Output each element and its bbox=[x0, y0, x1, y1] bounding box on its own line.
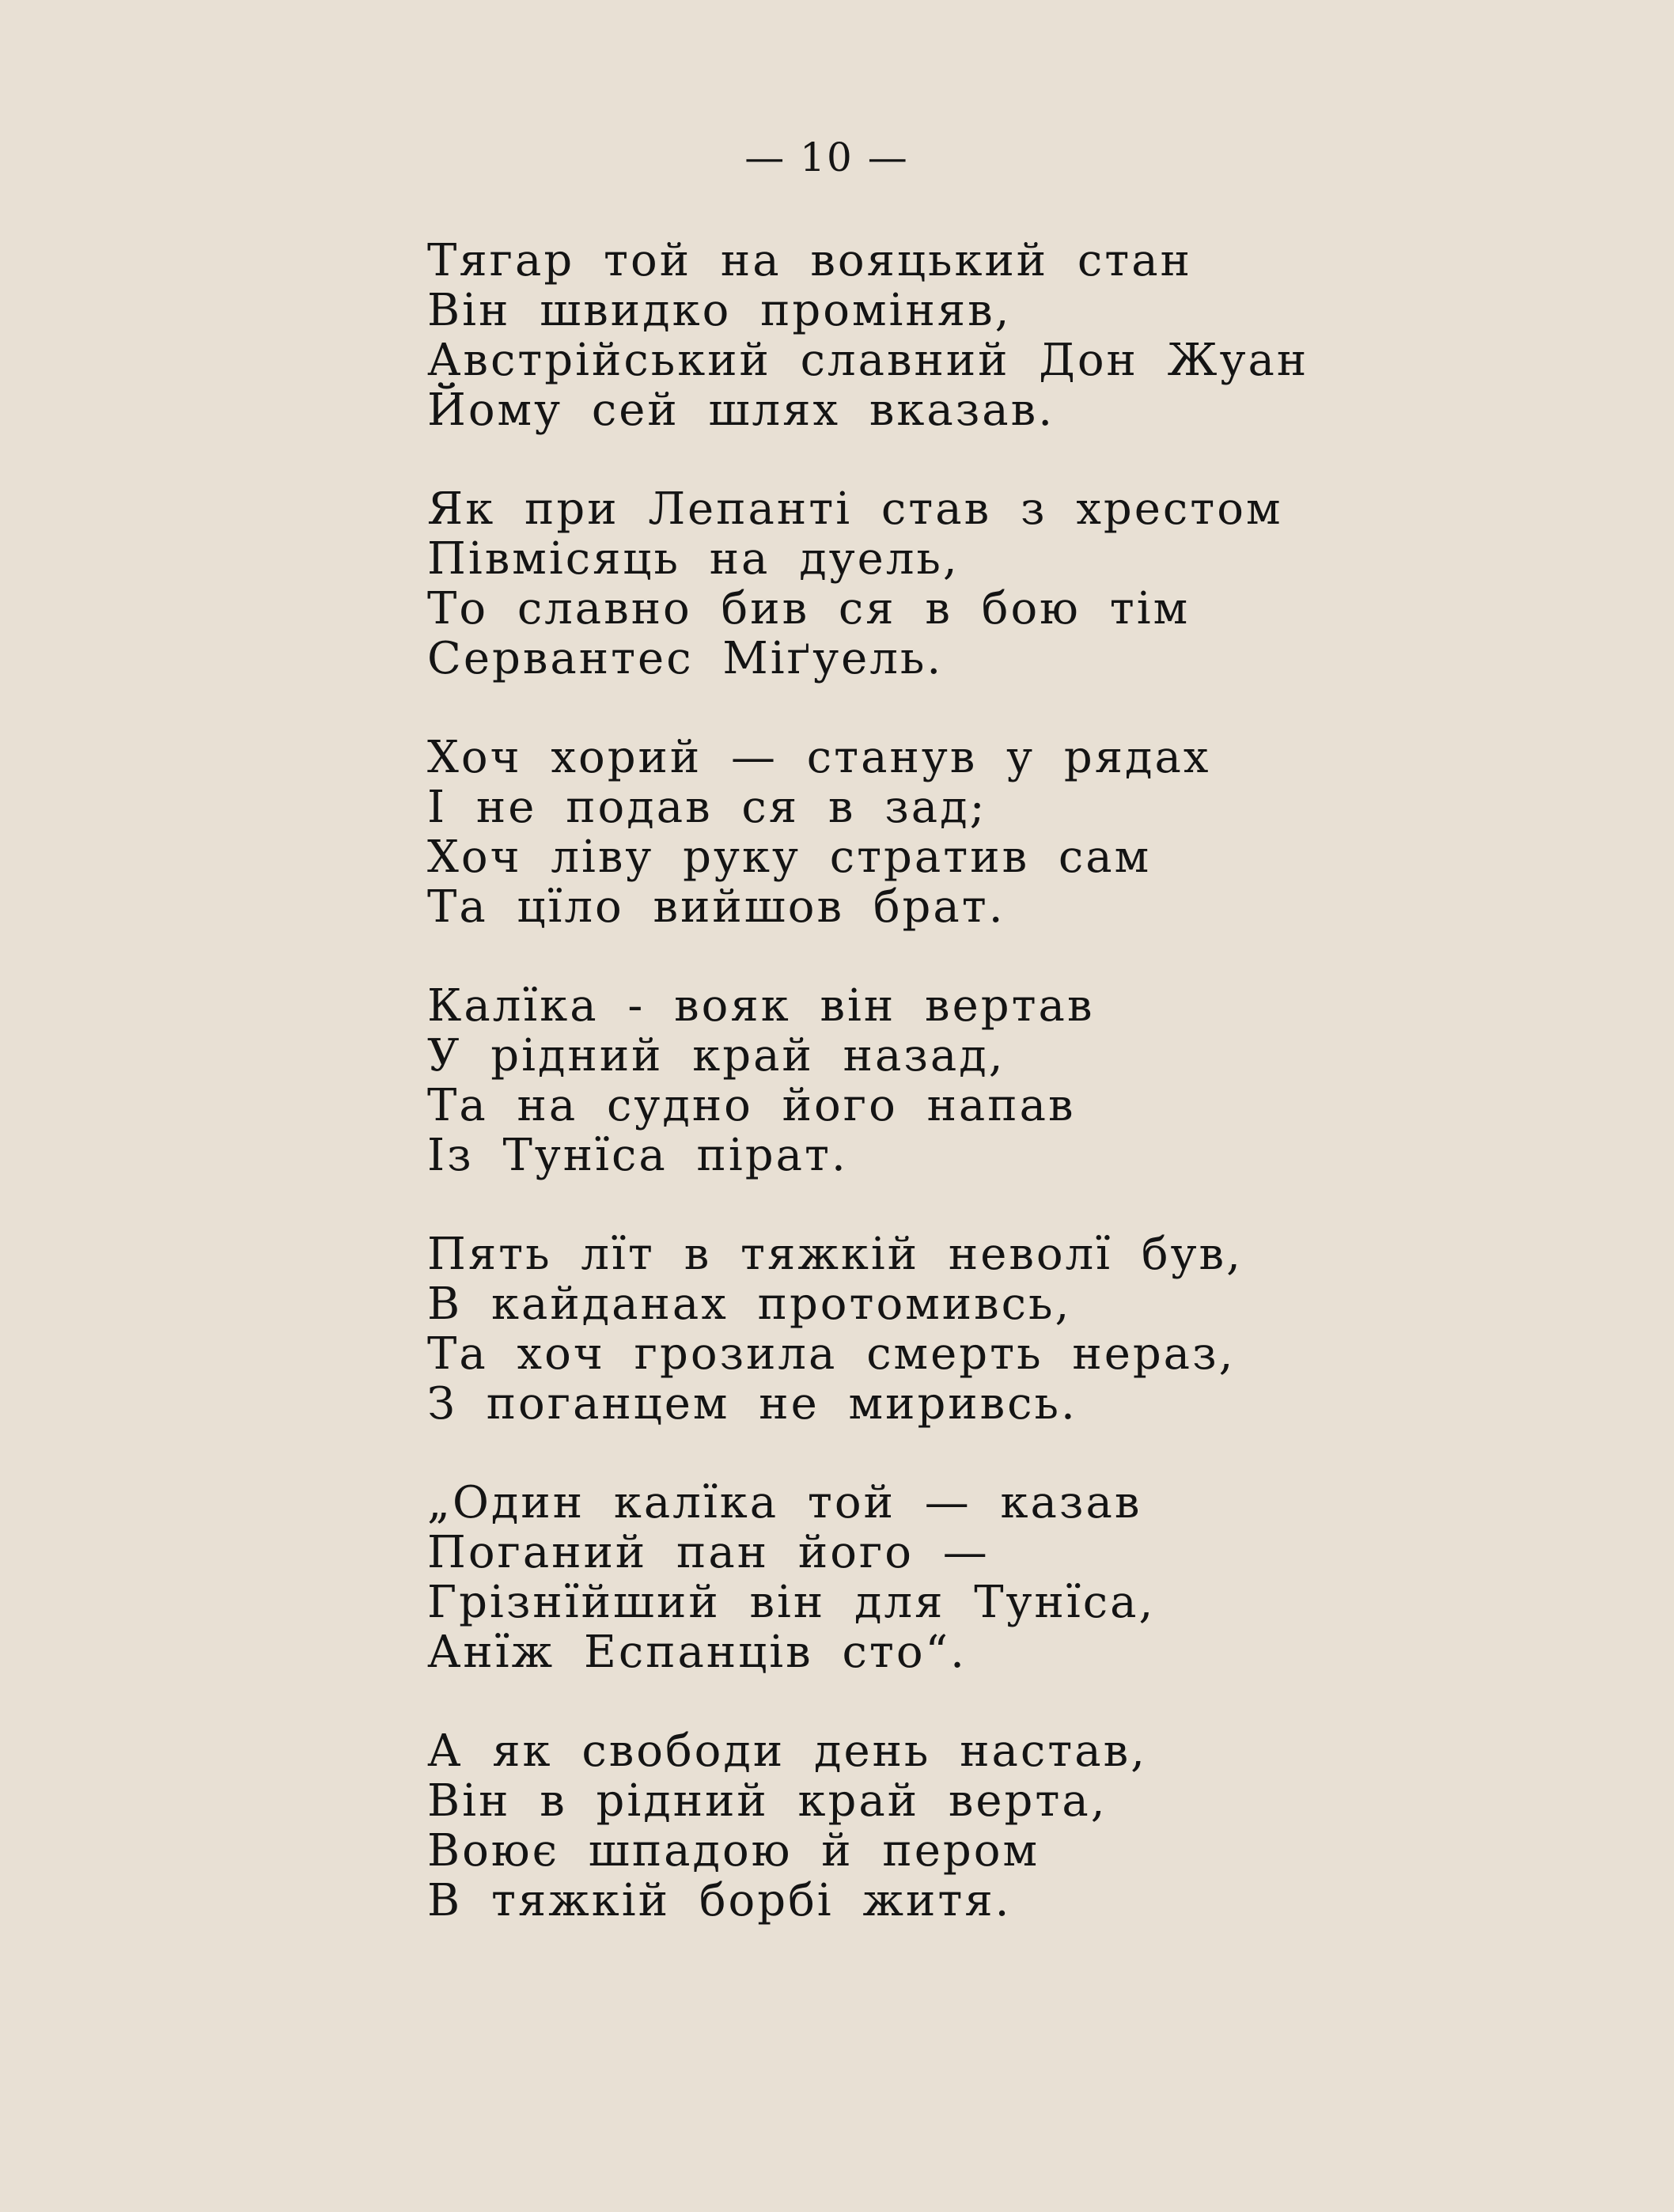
poem-line: Хоч хорий — станув у рядах bbox=[427, 732, 1211, 783]
poem-line: Воює шпадою й пером bbox=[427, 1825, 1040, 1877]
poem-line: З поганцем не миривсь. bbox=[427, 1378, 1077, 1430]
poem-line: Австрійський славний Дон Жуан bbox=[427, 335, 1309, 386]
poem-line: Пять лїт в тяжкій неволї був, bbox=[427, 1229, 1243, 1280]
stanza-6 bbox=[427, 1478, 1661, 1677]
poem-line: Та хоч грозила смерть нераз, bbox=[427, 1328, 1236, 1380]
stanza-2 bbox=[427, 484, 1661, 684]
poem bbox=[427, 236, 1661, 1975]
poem-line: Він швидко проміняв, bbox=[427, 285, 1012, 336]
poem-line: У рідний край назад, bbox=[427, 1030, 1006, 1081]
stanza-3 bbox=[427, 733, 1661, 932]
poem-line: В кайданах протомивсь, bbox=[427, 1278, 1072, 1330]
stanza-1 bbox=[427, 236, 1661, 435]
poem-line: Із Тунїса пірат. bbox=[427, 1130, 848, 1181]
poem-line: В тяжкій борбі житя. bbox=[427, 1875, 1012, 1926]
stanza-5 bbox=[427, 1229, 1661, 1429]
stanza-4 bbox=[427, 981, 1661, 1180]
poem-line: Хоч ліву руку стратив сам bbox=[427, 831, 1152, 883]
poem-line: Грізнїйший він для Тунїса, bbox=[427, 1577, 1156, 1628]
poem-line: Поганий пан його — bbox=[427, 1527, 990, 1578]
poem-line: Він в рідний край верта, bbox=[427, 1775, 1108, 1827]
poem-line: Та цїло вийшов брат. bbox=[427, 881, 1006, 933]
poem-line: „Один калїка той — казав bbox=[427, 1477, 1142, 1528]
poem-line: Анїж Еспанців сто“. bbox=[427, 1627, 967, 1678]
stanza-7 bbox=[427, 1726, 1661, 1926]
poem-line: Калїка - вояк він вертав bbox=[427, 980, 1095, 1032]
poem-line: Як при Лепанті став з хрестом bbox=[427, 483, 1283, 535]
poem-line: Сервантес Міґуель. bbox=[427, 633, 944, 684]
poem-line: То славно бив ся в бою тім bbox=[427, 583, 1191, 634]
page-number: — 10 — bbox=[744, 134, 909, 180]
poem-line: Та на судно його напав bbox=[427, 1080, 1076, 1131]
poem-line: І не подав ся в зад; bbox=[427, 782, 987, 833]
poem-line: А як свободи день настав, bbox=[427, 1725, 1147, 1777]
poem-line: Тягар той на вояцький стан bbox=[427, 235, 1192, 286]
poem-line: Півмісяць на дуель, bbox=[427, 533, 960, 585]
poem-line: Йому сей шлях вказав. bbox=[427, 384, 1055, 436]
